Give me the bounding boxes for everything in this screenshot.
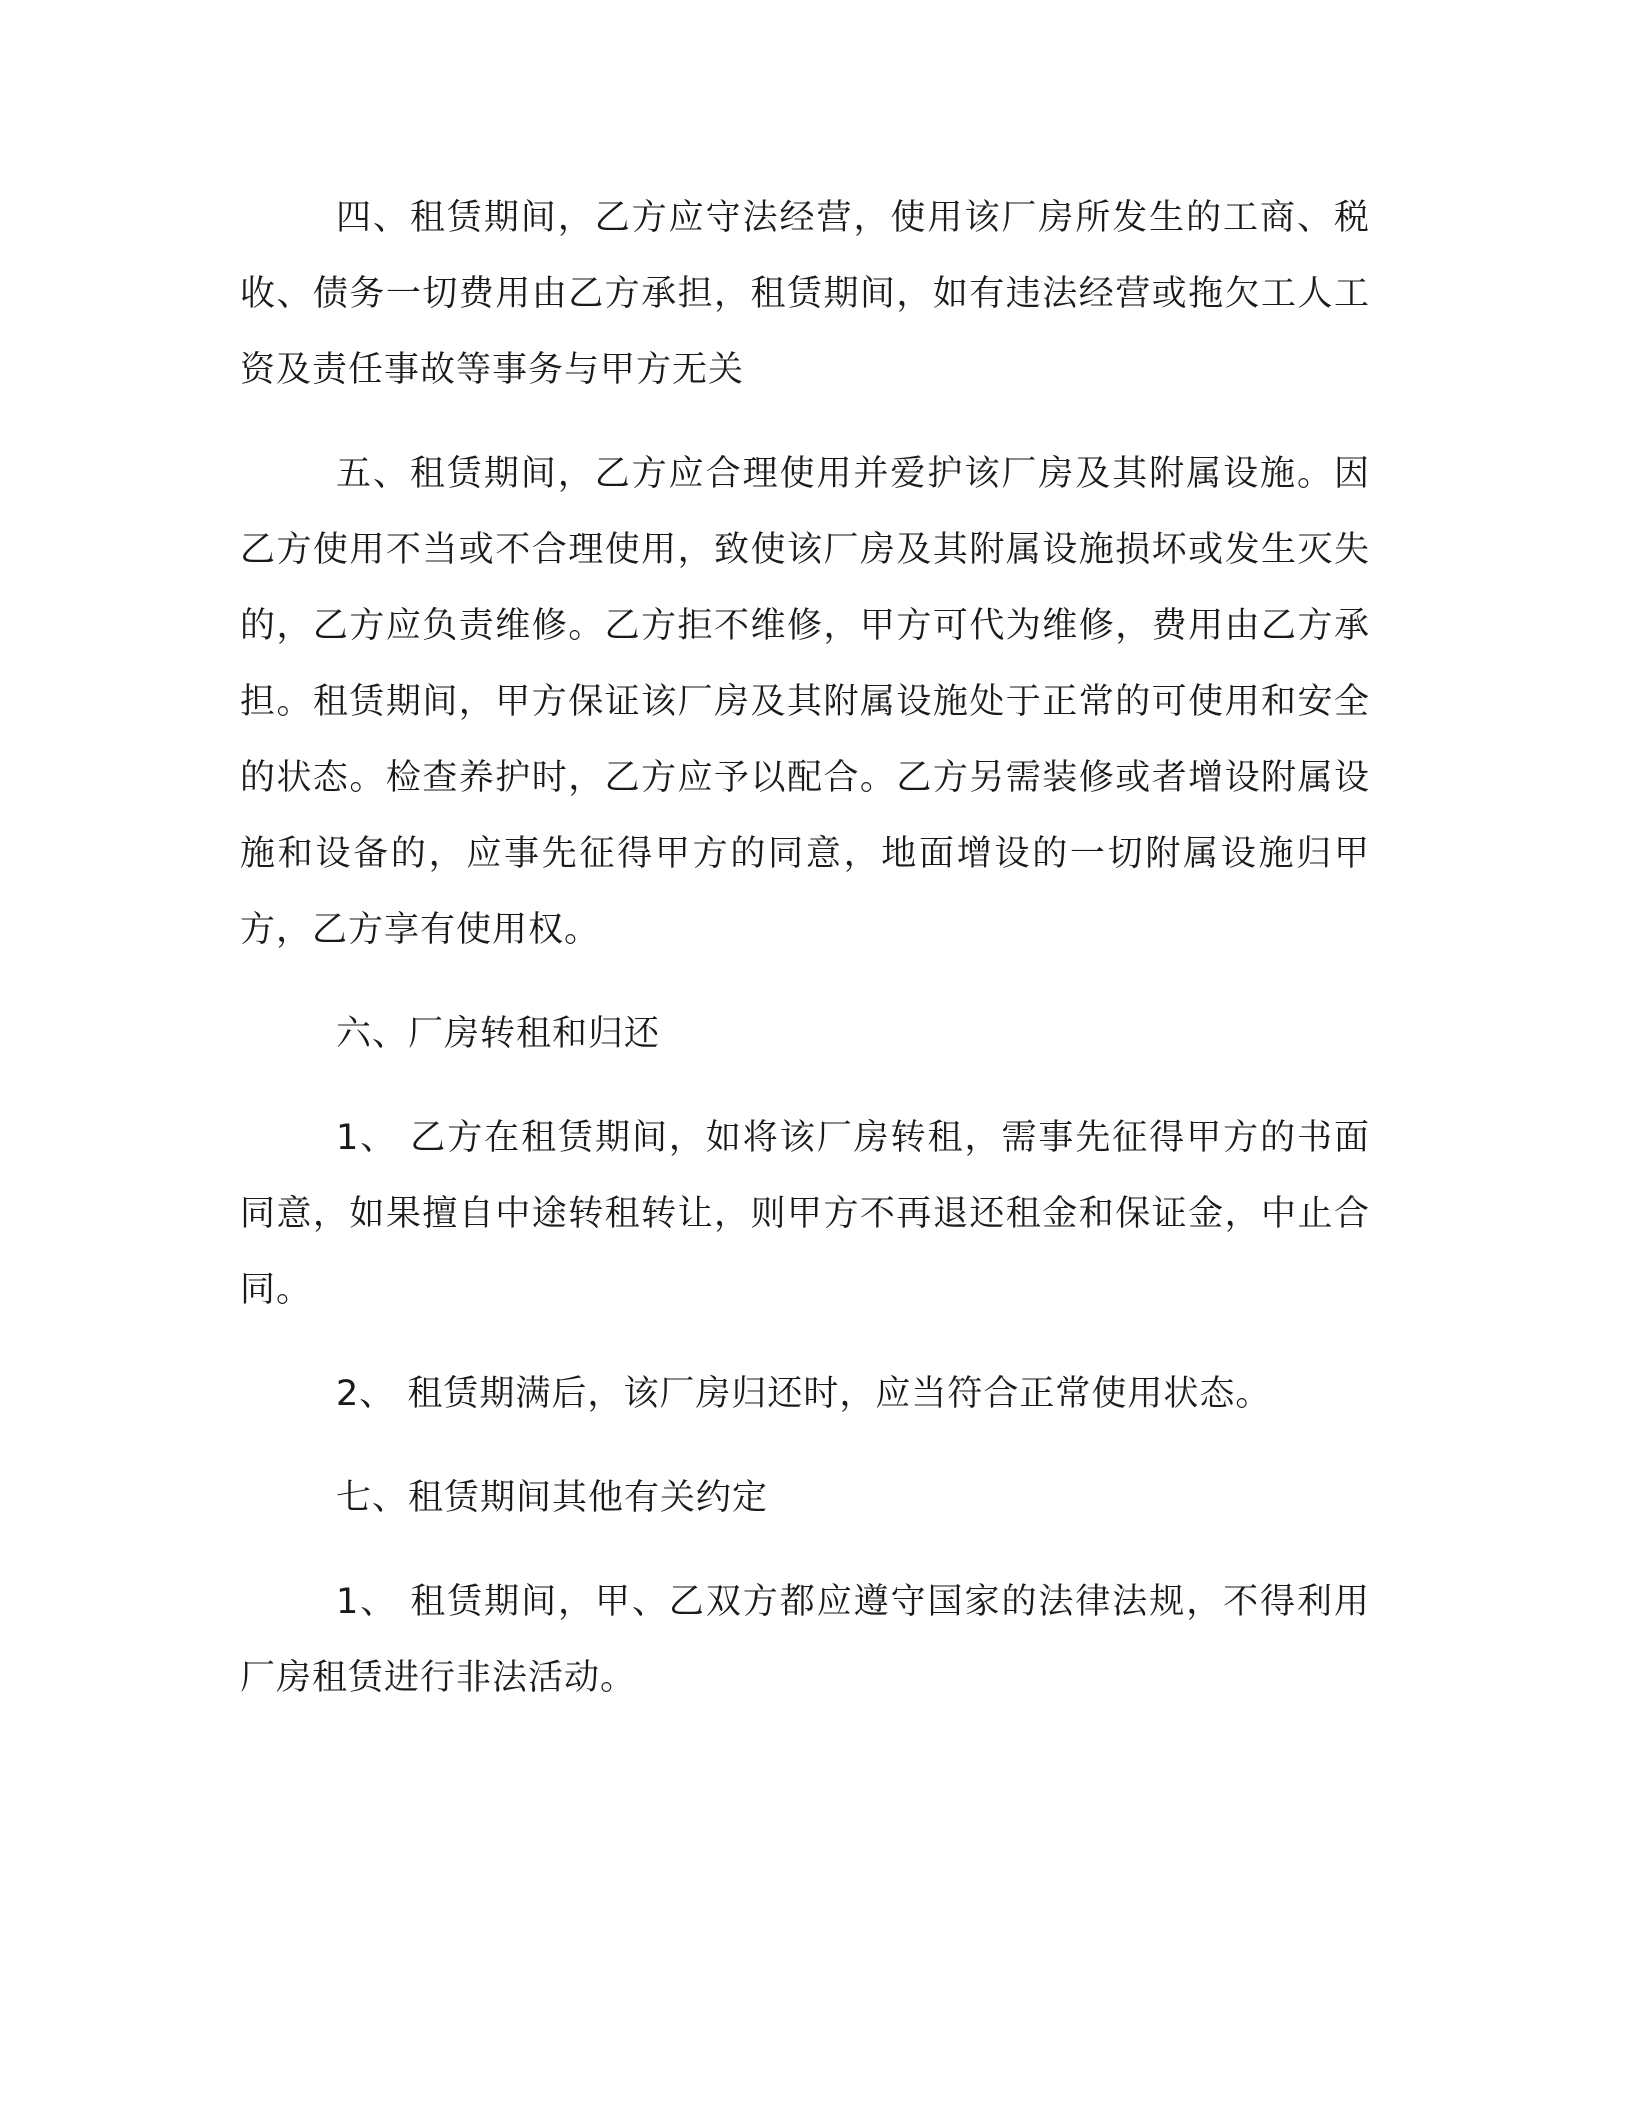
clause-4-paragraph: 四、租赁期间，乙方应守法经营，使用该厂房所发生的工商、税收、债务一切费用由乙方承担，租赁期间，如有违法经营或拖欠工人工资及责任事故等事务与甲方无关 [240, 198, 1370, 390]
section-6-item-1-paragraph: 1、 乙方在租赁期间，如将该厂房转租，需事先征得甲方的书面同意，如果擅自中途转租转让，则甲方不再退还租金和保证金，中止合同。 [240, 1118, 1370, 1310]
clause-5-paragraph: 五、租赁期间，乙方应合理使用并爱护该厂房及其附属设施。因乙方使用不当或不合理使用，致使该厂房及其附属设施损坏或发生灭失的，乙方应负责维修。乙方拒不维修，甲方可代为维修，费用由乙方承担。租赁期间，甲方保证该厂房及其附属设施处于正常的可使用和安全的状态。检查养护时，乙方应予以配合。乙方另需装修或者增设附属设施和设备的，应事先征得甲方的同意，地面增设的一切附属设施归甲方，乙方享有使用权。 [240, 454, 1370, 950]
document-body [240, 180, 1370, 1744]
section-6-item-2-paragraph: 2、 租赁期满后，该厂房归还时，应当符合正常使用状态。 [336, 1374, 1272, 1414]
section-6-heading: 六、厂房转租和归还 [336, 1014, 661, 1054]
section-7-item-1-paragraph: 1、 租赁期间，甲、乙双方都应遵守国家的法律法规，不得利用厂房租赁进行非法活动。 [240, 1582, 1370, 1698]
section-7-heading: 七、租赁期间其他有关约定 [336, 1478, 769, 1518]
